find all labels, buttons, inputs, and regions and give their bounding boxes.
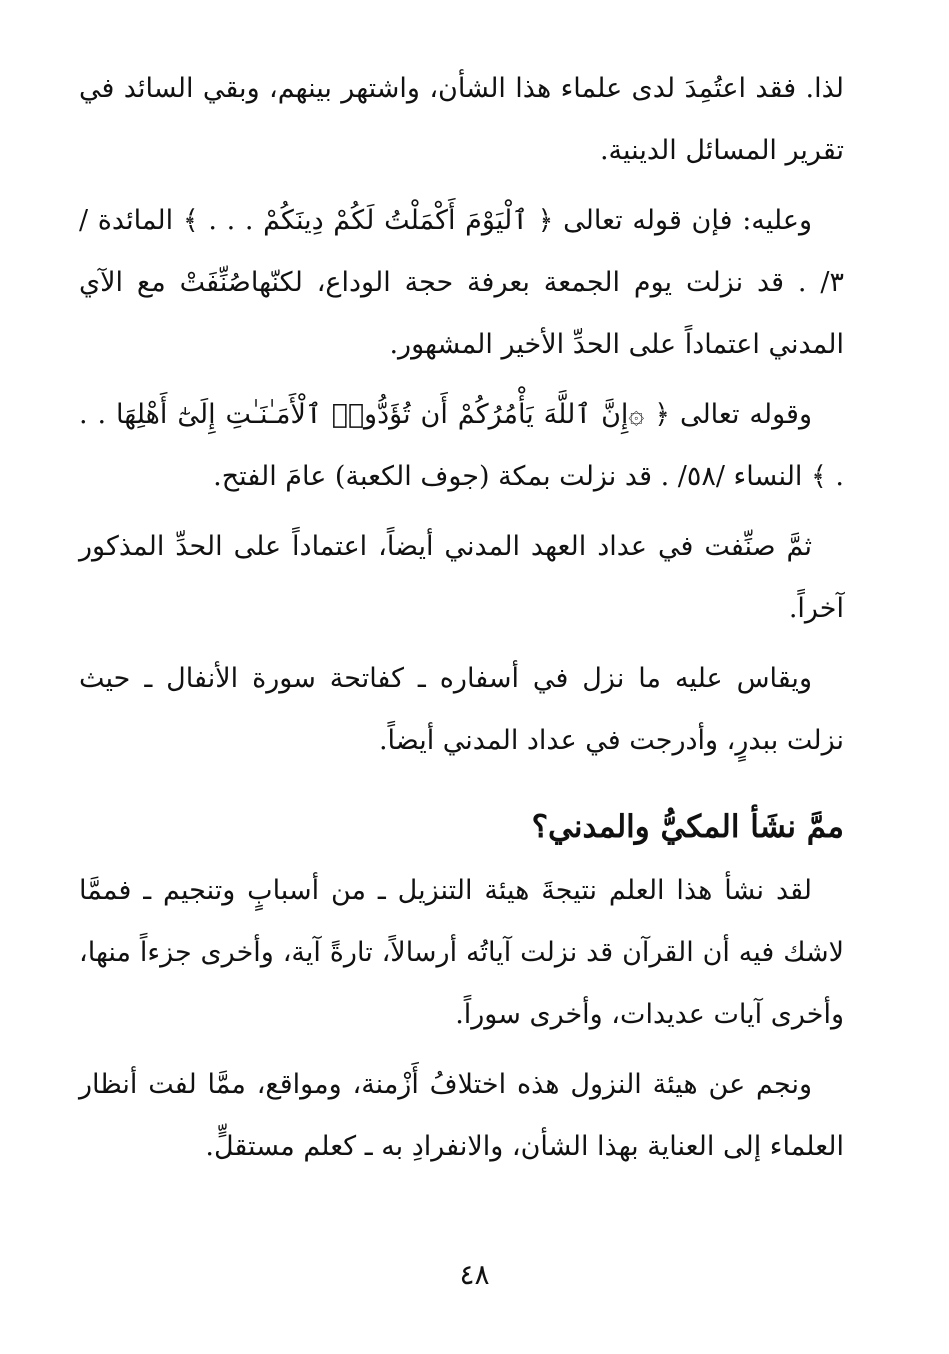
- section-1-body: [79, 58, 844, 780]
- paragraph-7: ونجم عن هيئة النزول هذه اختلافُ أَزْمنة، ومواقع، ممَّا لفت أنظار العلماء إلى العناية بهذا الشأن، والانفرادِ به ـ كعلم مستقلٍّ.: [79, 1069, 844, 1162]
- paragraph-1: لذا. فقد اعتُمِدَ لدى علماء هذا الشأن، واشتهر بينهم، وبقي السائد في تقرير المسائل الدينية.: [79, 73, 844, 166]
- paragraph-3: وقوله تعالى ﴿ ۞إِنَّ ٱللَّهَ يَأْمُرُكُمْ أَن تُؤَدُّوا۟ ٱلْأَمَـٰنَـٰتِ إِلَىٰٓ أَهْلِهَا . . . ﴾ النساء /٥٨/ . قد نزلت بمكة (جوف الكعبة) عامَ الفتح.: [79, 399, 844, 492]
- paragraph-6: لقد نشأ هذا العلم نتيجةَ هيئة التنزيل ـ من أسبابٍ وتنجيم ـ فممَّا لاشك فيه أن القرآن قد نزلت آياتُه أرسالاً، تارةً آية، وأخرى جزءاً منها، وأخرى آيات عديدات، وأخرى سوراً.: [79, 875, 844, 1030]
- section-2-body: [79, 860, 844, 1186]
- paragraph-4: ثمَّ صنِّفت في عداد العهد المدني أيضاً، اعتماداً على الحدِّ المذكور آخراً.: [79, 531, 844, 624]
- section-heading: ممَّ نشَأ المكيُّ والمدني؟: [531, 809, 844, 845]
- page-number: ٤٨: [459, 1258, 490, 1291]
- paragraph-2: وعليه: فإن قوله تعالى ﴿ ٱلْيَوْمَ أَكْمَلْتُ لَكُمْ دِينَكُمْ . . . ﴾ المائدة /٣/ . قد نزلت يوم الجمعة بعرفة حجة الوداع، لكنّهاصُنِّفَتْ مع الآي المدني اعتماداً على الحدِّ الأخير المشهور.: [79, 205, 844, 360]
- paragraph-5: ويقاس عليه ما نزل في أسفاره ـ كفاتحة سورة الأنفال ـ حيث نزلت ببدرٍ، وأدرجت في عداد المدني أيضاً.: [79, 663, 844, 756]
